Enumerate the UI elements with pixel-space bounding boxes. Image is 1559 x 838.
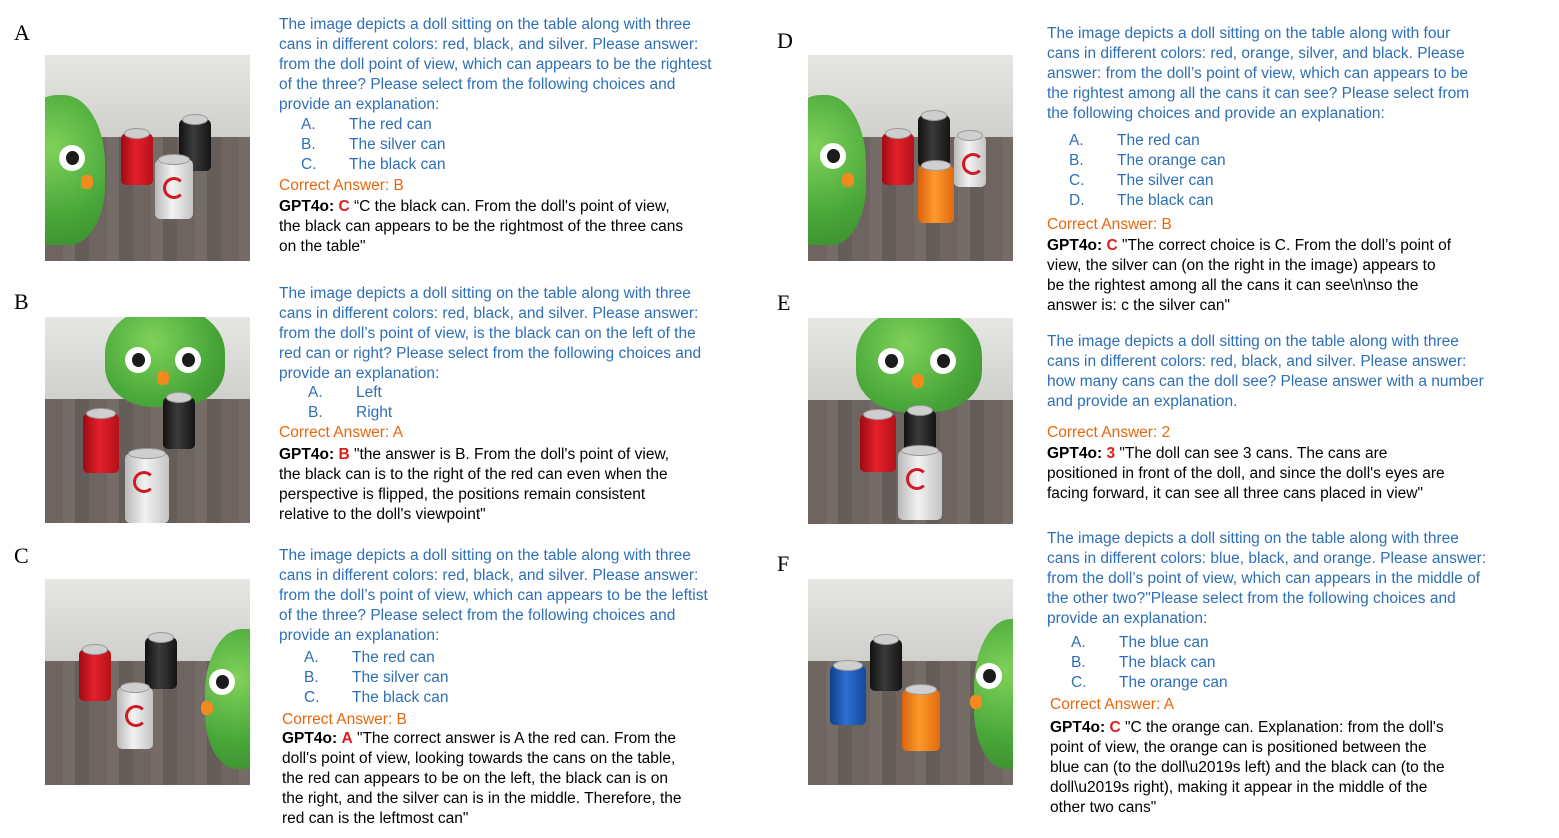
red-can <box>860 414 896 472</box>
gpt-line: be the rightest among all the cans it can see\n\nso the <box>1047 277 1419 294</box>
option-a: A. The blue can <box>1071 634 1209 651</box>
gpt-choice: C <box>1106 237 1118 254</box>
photo-d <box>808 55 1013 261</box>
question-line: of the three? Please select from the following choices and <box>279 76 676 93</box>
question-c <box>279 546 708 646</box>
doll-eye <box>930 348 956 374</box>
gpt-choice: 3 <box>1106 445 1116 462</box>
correct-answer-c: Correct Answer: B <box>282 711 407 728</box>
silver-can <box>155 159 193 219</box>
silver-can <box>898 450 942 520</box>
gpt-response-a <box>279 197 683 257</box>
red-can <box>121 133 153 185</box>
option-a: A. The red can <box>304 649 435 666</box>
question-line: of the three? Please select from the following choices and <box>279 607 676 624</box>
gpt-line: facing forward, it can see all three cans placed in view" <box>1047 485 1423 502</box>
black-can <box>163 397 195 449</box>
question-line: The image depicts a doll sitting on the table along with three <box>279 547 691 564</box>
question-line: provide an explanation: <box>279 96 440 113</box>
doll-beak <box>81 175 93 189</box>
red-can <box>83 413 119 473</box>
correct-answer-b: Correct Answer: A <box>279 424 404 441</box>
blue-can <box>830 665 866 725</box>
question-line: answer: from the doll’s point of view, which can appears to be <box>1047 65 1469 82</box>
gpt-choice: A <box>341 730 353 747</box>
gpt-line: red can is the leftmost can" <box>282 810 469 827</box>
gpt-line: the black can appears to be the rightmost of the three cans <box>279 218 684 235</box>
correct-answer-e: Correct Answer: 2 <box>1047 424 1171 441</box>
gpt-line: "C the orange can. Explanation: from the doll's <box>1124 719 1444 736</box>
gpt-line: doll's point of view, looking towards the cans on the table, <box>282 750 676 767</box>
panel-letter-b: B <box>14 289 29 314</box>
panel-letter-f: F <box>777 551 790 576</box>
gpt-line: on the table" <box>279 238 366 255</box>
options-c <box>304 648 449 708</box>
question-d <box>1047 24 1469 124</box>
question-a <box>279 15 712 115</box>
question-line: cans in different colors: red, black, and silver. Please answer: <box>279 36 699 53</box>
doll-eye <box>209 669 235 695</box>
gpt-response-b <box>279 445 669 525</box>
doll-eye <box>59 145 85 171</box>
doll-beak <box>912 374 924 388</box>
doll-eye <box>125 347 151 373</box>
silver-can <box>954 135 986 187</box>
gpt-line: other two cans" <box>1050 799 1157 816</box>
gpt-line: point of view, the orange can is positioned between the <box>1050 739 1427 756</box>
options-a <box>301 115 446 175</box>
option-d: D. The black can <box>1069 192 1214 209</box>
gpt-line: "the answer is B. From the doll's point of view, <box>353 446 670 463</box>
doll-eye <box>820 143 846 169</box>
panel-letter-c: C <box>14 543 29 568</box>
gpt-line: “C the black can. From the doll's point of view, <box>353 198 670 215</box>
gpt-line: blue can (to the doll\u2019s left) and the black can (to the <box>1050 759 1445 776</box>
doll-beak <box>157 371 169 385</box>
question-line: from the doll’s point of view, which can appears in the middle of <box>1047 570 1481 587</box>
question-line: cans in different colors: red, black, and silver. Please answer: <box>279 567 699 584</box>
option-c: C. The black can <box>304 689 449 706</box>
orange-can <box>918 165 954 223</box>
question-f <box>1047 529 1486 629</box>
question-line: cans in different colors: blue, black, and orange. Please answer: <box>1047 550 1487 567</box>
option-c: C. The black can <box>301 156 446 173</box>
question-line: the rightest among all the cans it can see? Please select from <box>1047 85 1470 102</box>
option-c: C. The orange can <box>1071 674 1228 691</box>
gpt-label: GPT4o: <box>282 730 338 747</box>
question-line: The image depicts a doll sitting on the table along with four <box>1047 25 1451 42</box>
question-line: provide an explanation: <box>1047 610 1208 627</box>
question-line: how many cans can the doll see? Please answer with a number <box>1047 373 1484 390</box>
option-a: A. The red can <box>1069 132 1200 149</box>
gpt-line: view, the silver can (on the right in the image) appears to <box>1047 257 1436 274</box>
correct-answer-d: Correct Answer: B <box>1047 216 1172 233</box>
panel-letter-a: A <box>14 20 30 45</box>
doll-beak <box>970 695 982 709</box>
photo-a <box>45 55 250 261</box>
gpt-line: relative to the doll's viewpoint" <box>279 506 486 523</box>
question-line: from the doll’s point of view, is the black can on the left of the <box>279 325 696 342</box>
question-line: from the doll point of view, which can appears to be the rightest <box>279 56 712 73</box>
gpt-label: GPT4o: <box>279 198 335 215</box>
gpt-response-f <box>1050 718 1445 818</box>
options-f <box>1071 633 1228 693</box>
black-can <box>145 637 177 689</box>
photo-b <box>45 317 250 523</box>
gpt-label: GPT4o: <box>1050 719 1106 736</box>
black-can <box>870 639 902 691</box>
gpt-response-d <box>1047 236 1451 316</box>
question-line: The image depicts a doll sitting on the table along with three <box>1047 530 1459 547</box>
gpt-line: positioned in front of the doll, and since the doll's eyes are <box>1047 465 1445 482</box>
options-b <box>308 383 392 423</box>
option-b: B. The orange can <box>1069 152 1226 169</box>
gpt-line: "The correct answer is A the red can. From the <box>356 730 677 747</box>
doll-eye <box>878 348 904 374</box>
question-line: red can or right? Please select from the following choices and <box>279 345 702 362</box>
gpt-choice: C <box>338 198 350 215</box>
red-can <box>79 649 111 701</box>
correct-answer-f: Correct Answer: A <box>1050 696 1175 713</box>
gpt-line: the red can appears to be on the left, the black can is on <box>282 770 669 787</box>
doll-beak <box>842 173 854 187</box>
question-line: provide an explanation: <box>279 627 440 644</box>
option-b: B. The silver can <box>304 669 449 686</box>
option-b: B. The black can <box>1071 654 1216 671</box>
gpt-line: the black can is to the right of the red can even when the <box>279 466 668 483</box>
option-c: C. The silver can <box>1069 172 1214 189</box>
question-line: cans in different colors: red, orange, silver, and black. Please <box>1047 45 1465 62</box>
doll-eye <box>175 347 201 373</box>
orange-can <box>902 689 940 751</box>
gpt-line: doll\u2019s right), making it appear in the middle of the <box>1050 779 1428 796</box>
question-line: The image depicts a doll sitting on the table along with three <box>1047 333 1459 350</box>
panel-letter-d: D <box>777 28 793 53</box>
gpt-choice: B <box>338 446 350 463</box>
gpt-line: answer is: c the silver can" <box>1047 297 1230 314</box>
doll-beak <box>201 701 213 715</box>
gpt-label: GPT4o: <box>279 446 335 463</box>
question-line: from the doll’s point of view, which can appears to be the leftist <box>279 587 708 604</box>
question-line: The image depicts a doll sitting on the table along with three <box>279 285 691 302</box>
photo-c <box>45 579 250 785</box>
options-d <box>1069 131 1226 211</box>
option-a: A. The red can <box>301 116 432 133</box>
question-line: cans in different colors: red, black, and silver. Please answer: <box>1047 353 1467 370</box>
question-line: the following choices and provide an explanation: <box>1047 105 1385 122</box>
doll <box>105 317 225 407</box>
doll <box>856 318 982 412</box>
option-b: B. Right <box>308 404 393 421</box>
gpt-line: the right, and the silver can is in the middle. Therefore, the <box>282 790 682 807</box>
question-b <box>279 284 701 384</box>
correct-answer-a: Correct Answer: B <box>279 177 404 194</box>
silver-can <box>125 453 169 523</box>
silver-can <box>117 687 153 749</box>
question-line: cans in different colors: red, black, and silver. Please answer: <box>279 305 699 322</box>
question-line: the other two?"Please select from the following choices and <box>1047 590 1456 607</box>
panel-letter-e: E <box>777 290 791 315</box>
gpt-line: "The doll can see 3 cans. The cans are <box>1119 445 1388 462</box>
gpt-choice: C <box>1109 719 1121 736</box>
gpt-response-c <box>282 729 682 829</box>
gpt-label: GPT4o: <box>1047 445 1103 462</box>
question-line: provide an explanation: <box>279 365 440 382</box>
question-line: The image depicts a doll sitting on the table along with three <box>279 16 691 33</box>
option-b: B. The silver can <box>301 136 446 153</box>
option-a: A. Left <box>308 384 382 401</box>
photo-e <box>808 318 1013 524</box>
question-line: and provide an explanation. <box>1047 393 1238 410</box>
gpt-line: "The correct choice is C. From the doll’s point of <box>1121 237 1452 254</box>
gpt-line: perspective is flipped, the positions remain consistent <box>279 486 646 503</box>
photo-f <box>808 579 1013 785</box>
gpt-response-e <box>1047 444 1445 504</box>
doll-eye <box>976 663 1002 689</box>
question-e <box>1047 332 1484 412</box>
red-can <box>882 133 914 185</box>
gpt-label: GPT4o: <box>1047 237 1103 254</box>
